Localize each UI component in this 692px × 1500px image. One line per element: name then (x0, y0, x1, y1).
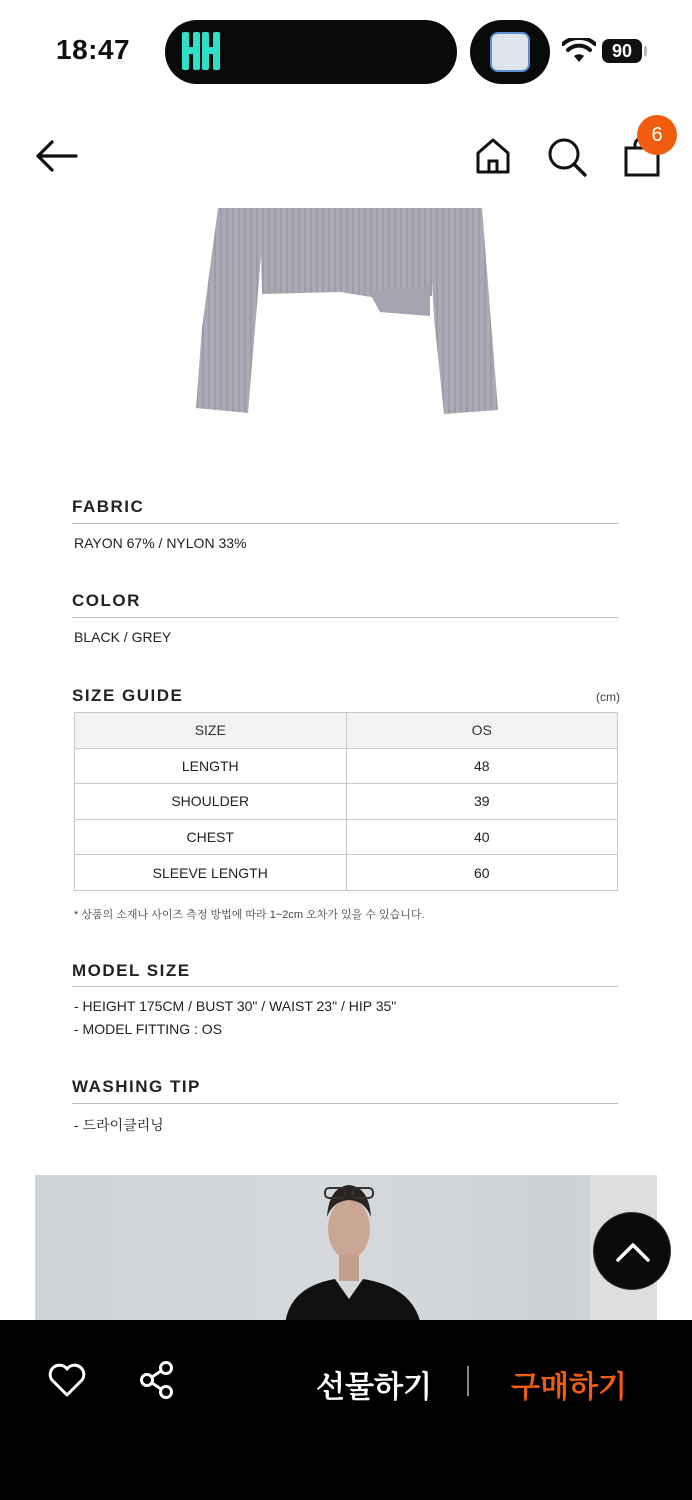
model-size-line: - MODEL FITTING : OS (74, 1021, 223, 1037)
table-cell-label: CHEST (75, 819, 347, 855)
table-header-cell: SIZE (75, 713, 347, 749)
table-row (75, 855, 618, 891)
model-size-line: - HEIGHT 175CM / BUST 30" / WAIST 23" / HIP 35" (74, 998, 397, 1014)
washing-tip-value: - 드라이클리닝 (74, 1117, 164, 1133)
fabric-title: FABRIC (72, 497, 145, 516)
table-cell-value: 48 (346, 748, 618, 784)
size-note: * 상품의 소재나 사이즈 측정 방법에 따라 1~2cm 오차가 있을 수 있습니다. (74, 909, 425, 921)
color-divider (72, 617, 618, 618)
battery-tip (644, 46, 647, 56)
buy-button[interactable]: 구매하기 (511, 1371, 627, 1404)
table-cell-value: 60 (346, 855, 618, 891)
color-title: COLOR (72, 591, 141, 610)
table-cell-label: SHOULDER (75, 784, 347, 820)
table-cell-label: LENGTH (75, 748, 347, 784)
battery-level: 90 (602, 39, 642, 63)
table-header-cell: OS (346, 713, 618, 749)
size-table (74, 712, 618, 891)
washing-tip-divider (72, 1103, 618, 1104)
wifi-icon (562, 38, 596, 64)
chevron-up-icon (594, 1213, 672, 1291)
back-arrow-icon[interactable] (34, 138, 78, 174)
cart-count-badge: 6 (637, 115, 677, 155)
home-icon[interactable] (473, 136, 513, 176)
size-unit: (cm) (596, 690, 620, 704)
share-icon[interactable] (138, 1360, 176, 1400)
bottom-divider (467, 1366, 469, 1396)
table-row (75, 748, 618, 784)
fabric-value: RAYON 67% / NYLON 33% (74, 535, 247, 551)
status-time: 18:47 (56, 34, 131, 65)
size-guide-title: SIZE GUIDE (72, 686, 184, 705)
gift-button[interactable]: 선물하기 (316, 1371, 432, 1404)
app-logo-icon (180, 30, 222, 72)
bottom-action-bar (0, 1320, 692, 1500)
scroll-to-top-button[interactable] (593, 1212, 671, 1290)
table-row (75, 784, 618, 820)
table-cell-value: 39 (346, 784, 618, 820)
table-row (75, 819, 618, 855)
color-value: BLACK / GREY (74, 629, 172, 645)
model-size-divider (72, 986, 618, 987)
fabric-divider (72, 523, 618, 524)
product-image (190, 208, 502, 420)
search-icon[interactable] (546, 136, 588, 178)
table-cell-value: 40 (346, 819, 618, 855)
model-photo (35, 1175, 657, 1325)
live-activity-thumbnail-icon (490, 32, 530, 72)
washing-tip-title: WASHING TIP (72, 1077, 201, 1096)
model-size-title: MODEL SIZE (72, 961, 191, 980)
table-cell-label: SLEEVE LENGTH (75, 855, 347, 891)
status-bar (0, 0, 692, 100)
heart-icon[interactable] (47, 1362, 87, 1398)
table-header-row (75, 713, 618, 749)
